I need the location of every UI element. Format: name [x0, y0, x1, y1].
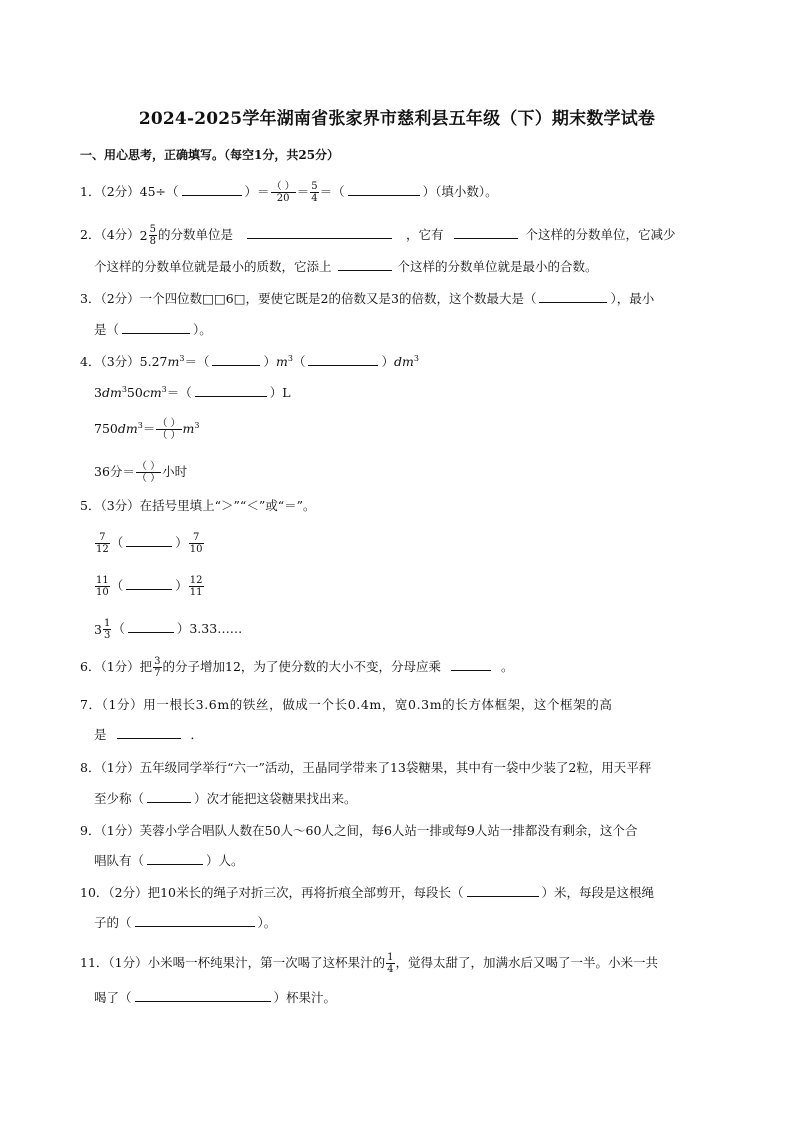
answer-blank[interactable]	[451, 659, 491, 671]
fraction: $\frac{7}{10}$	[189, 532, 203, 555]
fraction: $\frac{( )}{( )}$	[136, 461, 161, 484]
question-4-line-3: $750dm^3=$ $\frac{( )}{( )}$ $m^3$	[94, 418, 200, 441]
answer-blank[interactable]	[135, 990, 271, 1002]
fraction: $\frac{( )}{20}$	[271, 181, 295, 204]
question-3: 3．（2分）一个四位数□□6□，要使它既是2的倍数又是3的倍数，这个数最大是（ ），最小	[80, 291, 655, 306]
answer-blank[interactable]	[182, 184, 242, 196]
question-4-line-2: $3dm^350cm^3=$（ ）L	[94, 384, 291, 400]
fraction: $\frac{1}{3}$	[103, 618, 111, 641]
question-1: 1．（2分）45÷（ ）＝ $\frac{( )}{20}$ ＝ $\frac{5}{4}$ ＝（ ）（填小数）。	[80, 181, 498, 204]
answer-blank[interactable]	[195, 385, 267, 397]
fraction: $\frac{3}{7}$	[154, 656, 161, 679]
fraction: $\frac{11}{10}$	[96, 575, 109, 598]
answer-blank[interactable]	[126, 578, 172, 590]
question-3-line-2: 是（ ）。	[94, 322, 212, 337]
question-5-row-1: $\frac{7}{12}$ （ ） $\frac{7}{10}$	[96, 532, 203, 555]
question-9: 9．（1分）芙蓉小学合唱队人数在50人～60人之间，每6人站一排或每9人站一排都没有剩余，这个合	[80, 823, 638, 838]
answer-blank[interactable]	[247, 227, 392, 239]
question-5-row-3: 3 $\frac{1}{3}$ （ ）3.33……	[94, 618, 243, 641]
page-title: 2024-2025学年湖南省张家界市慈利县五年级（下）期末数学试卷	[138, 109, 656, 129]
question-7: 7．（1分）用一根长3.6m的铁丝，做成一个长0.4m，宽0.3m的长方体框架，这个框架的高	[80, 697, 613, 712]
fraction: $\frac{1}{4}$	[387, 952, 394, 975]
question-2: 2．（4分）2 $\frac{5}{8}$ 的分数单位是 ，它有 个这样的分数单位，它减少	[80, 224, 676, 247]
answer-blank[interactable]	[539, 291, 607, 303]
question-10: 10．（2分）把10米长的绳子对折三次，再将折痕全部剪开，每段长（ ）米，每段是这根绳	[80, 885, 655, 900]
question-7-line-2: 是 ．	[94, 727, 204, 742]
question-5-row-2: $\frac{11}{10}$ （ ） $\frac{12}{11}$	[96, 575, 203, 598]
answer-blank[interactable]	[147, 791, 191, 803]
question-4-line-4: 36分＝ $\frac{( )}{( )}$ 小时	[94, 461, 188, 484]
answer-blank[interactable]	[135, 915, 255, 927]
question-10-line-2: 子的（ ）。	[94, 915, 277, 930]
question-9-line-2: 唱队有（ ）人。	[94, 853, 244, 868]
answer-blank[interactable]	[467, 885, 539, 897]
fraction: $\frac{( )}{( )}$	[157, 418, 181, 441]
answer-blank[interactable]	[348, 184, 420, 196]
answer-blank[interactable]	[212, 354, 260, 366]
answer-blank[interactable]	[122, 322, 190, 334]
question-11-line-2: 喝了（ ）杯果汁。	[94, 990, 337, 1005]
question-4: 4．（3分）$5.27m^3=$（ ）$m^3$（ ）$dm^3$	[80, 353, 419, 369]
answer-blank[interactable]	[128, 621, 174, 633]
question-2-line-2: 个这样的分数单位就是最小的质数，它添上 个这样的分数单位就是最小的合数。	[94, 259, 598, 274]
fraction: $\frac{5}{8}$	[149, 224, 156, 247]
fraction: $\frac{5}{4}$	[311, 181, 318, 204]
fraction: $\frac{7}{12}$	[96, 532, 109, 555]
question-6: 6．（1分）把 $\frac{3}{7}$ 的分子增加12，为了使分数的大小不变，分母应乘 。	[80, 656, 514, 679]
answer-blank[interactable]	[454, 227, 518, 239]
question-11: 11．（1分）小米喝一杯纯果汁，第一次喝了这杯果汁的 $\frac{1}{4}$ ，觉得太甜了，加满水后又喝了一半。小米一共	[80, 952, 659, 975]
section-heading: 一、用心思考，正确填写。（每空1分，共25分）	[80, 148, 340, 162]
answer-blank[interactable]	[308, 354, 378, 366]
answer-blank[interactable]	[126, 535, 172, 547]
fraction: $\frac{12}{11}$	[189, 575, 203, 598]
question-5: 5．（3分）在括号里填上“＞”“＜”或“＝”。	[80, 498, 316, 513]
answer-blank[interactable]	[147, 853, 203, 865]
question-8: 8．（1分）五年级同学举行“六一”活动，王晶同学带来了13袋糖果，其中有一袋中少装了2粒，用天平秤	[80, 760, 652, 775]
question-8-line-2: 至少称（ ）次才能把这袋糖果找出来。	[94, 791, 357, 806]
answer-blank[interactable]	[338, 259, 392, 271]
answer-blank[interactable]	[117, 727, 181, 739]
